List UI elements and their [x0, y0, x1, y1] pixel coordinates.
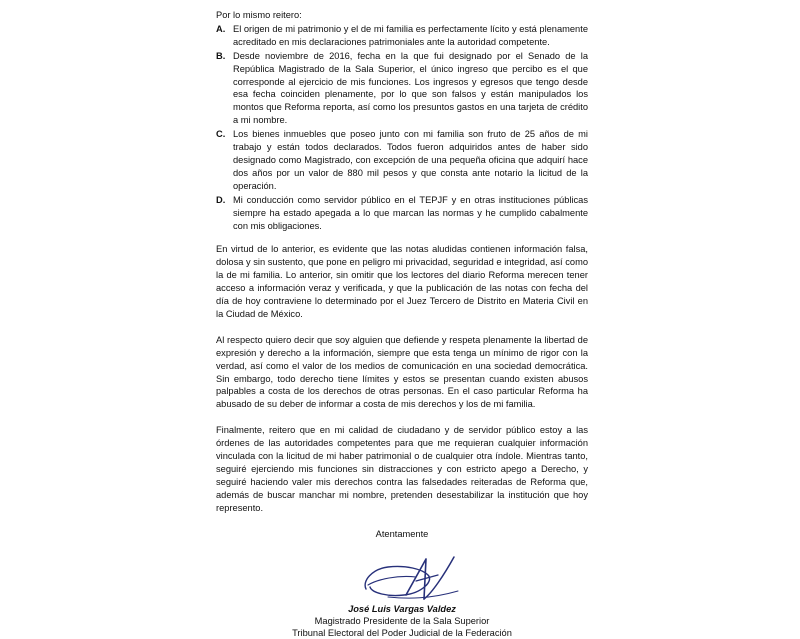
intro-text: Por lo mismo reitero: — [216, 10, 302, 20]
signer-title-2: Tribunal Electoral del Poder Judicial de la Federación — [292, 627, 512, 638]
list-text: Desde noviembre de 2016, fecha en la que fui designado por el Senado de la República Magistrado de la Sala Superior, el único ingreso que percibo es el que corresponde al ejercicio de mis funciones. Los ingresos y egresos que tengo desde esa fecha coinciden plenamente, por lo que son falsos y están manipulados los montos que Reforma reporta, así como los presuntos gastos en una tarjeta de crédito a mi nombre. — [233, 50, 588, 126]
list-letter: C. — [216, 129, 226, 140]
signer-name: José Luis Vargas Valdez — [348, 603, 456, 614]
reiteration-list — [216, 23, 588, 233]
list-item-d — [216, 194, 588, 233]
signer-title-1: Magistrado Presidente de la Sala Superior — [314, 615, 490, 626]
list-letter: D. — [216, 194, 226, 205]
signature-area — [216, 545, 588, 603]
paragraph-1: En virtud de lo anterior, es evidente que las notas aludidas contienen información falsa, dolosa y sin sustento, que pone en peligro mi privacidad, seguridad e integridad, así como la de mi familia. Lo anterior, sin omitir que los lectores del diario Reforma merecen tener acceso a información veraz y verificada, y que la publicación de las notas con fecha del día de hoy contraviene lo determinado por el Juez Tercero de Distrito en Materia Civil en la Ciudad de México. — [216, 244, 588, 319]
list-item-c — [216, 128, 588, 193]
signature-icon — [358, 545, 468, 603]
paragraph-3: Finalmente, reitero que en mi calidad de ciudadano y de servidor público estoy a las órdenes de las autoridades competentes para que me requieran cualquier información vinculada con la licitud de mi haber patrimonial o de cualquier otra índole. Mientras tanto, seguiré ejerciendo mis funciones sin distracciones y con estricto apego a Derecho, y seguiré haciendo valer mis derechos contra las falsedades reiteradas de Reforma que, además de buscar manchar mi nombre, pretenden desestabilizar la institución que hoy represento. — [216, 425, 588, 513]
closing-text: Atentamente — [375, 528, 429, 539]
list-letter: A. — [216, 23, 226, 34]
list-text: El origen de mi patrimonio y el de mi familia es perfectamente lícito y está plenamente acreditado en mis declaraciones patrimoniales ante la autoridad competente. — [233, 23, 588, 47]
list-item-a — [216, 23, 588, 49]
list-letter: B. — [216, 50, 226, 61]
signer-block — [216, 603, 588, 639]
document-page — [216, 9, 588, 639]
list-text: Los bienes inmuebles que poseo junto con mi familia son fruto de 25 años de mi trabajo y están todos declarados. Todos fueron adquiridos antes de haber sido designado como Magistrado, con excepción de una pequeña oficina que adquirí hace dos años por un valor de 880 mil pesos y que consta ante notario la licitud de la operación. — [233, 129, 588, 191]
paragraph-2: Al respecto quiero decir que soy alguien que defiende y respeta plenamente la libertad de expresión y derecho a la información, siempre que esta tenga un mínimo de rigor con la verdad, así como el valor de los medios de comunicación en una sociedad democrática. Sin embargo, todo derecho tiene límites y estos se presentan cuando existen abusos palpables a costa de los derechos de otras personas. En el caso particular Reforma ha abusado de su deber de informar a costa de mis derechos y los de mi familia. — [216, 334, 588, 410]
list-text: Mi conducción como servidor público en el TEPJF y en otras instituciones públicas siempre ha estado apegada a lo que marcan las normas y he cumplido cabalmente con mis obligaciones. — [233, 194, 588, 231]
list-item-b — [216, 50, 588, 127]
